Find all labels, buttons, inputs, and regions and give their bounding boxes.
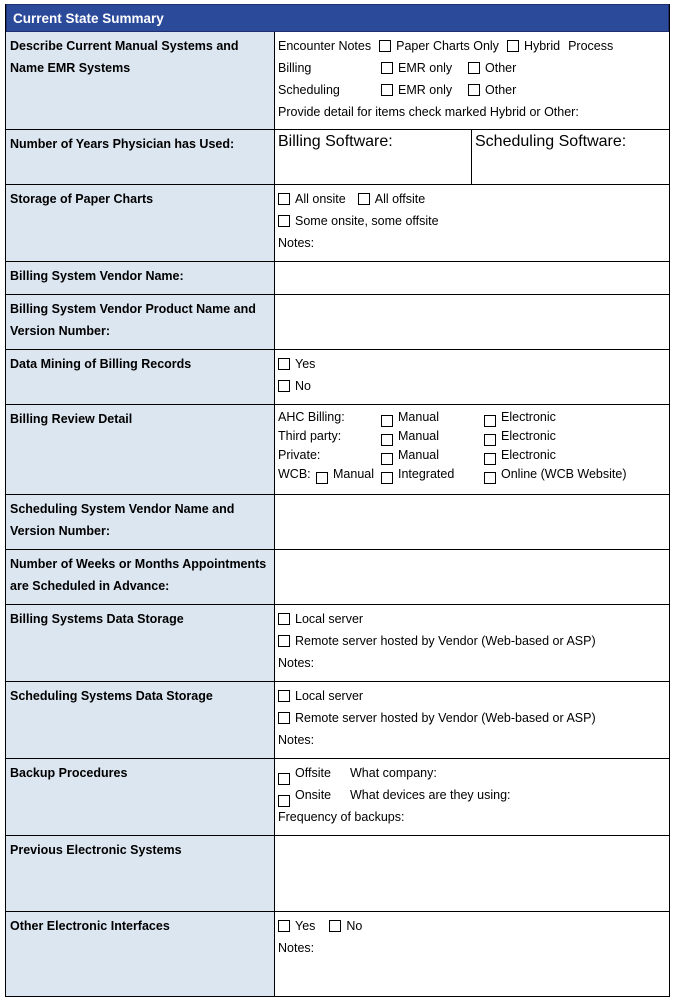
yes-label: Yes: [295, 357, 316, 371]
some-onsite-offsite-checkbox[interactable]: [278, 215, 290, 227]
row-other-interfaces: [6, 912, 669, 997]
row-label: Other Electronic Interfaces: [6, 912, 275, 996]
wcb-integrated-checkbox[interactable]: [381, 472, 393, 484]
row-scheduling-storage: [6, 682, 669, 759]
row-value: [275, 185, 669, 261]
ahc-billing-label: AHC Billing:: [278, 410, 345, 424]
integrated-label: Integrated: [398, 467, 455, 481]
billing-other-checkbox[interactable]: [468, 62, 480, 74]
row-label: Billing Review Detail: [6, 405, 275, 494]
private-electronic-checkbox[interactable]: [484, 453, 496, 465]
billing-software-field[interactable]: [275, 130, 472, 184]
billing-emr-only-label: EMR only: [398, 61, 453, 75]
row-label: Number of Weeks or Months Appointments are Scheduled in Advance:: [6, 550, 275, 604]
row-previous-systems: [6, 836, 669, 912]
billing-emr-only-checkbox[interactable]: [381, 62, 393, 74]
scheduling-label: Scheduling: [278, 83, 340, 97]
scheduling-remote-server-checkbox[interactable]: [278, 712, 290, 724]
what-devices-label: What devices are they using:: [350, 788, 511, 802]
row-systems: [6, 32, 669, 130]
ahc-electronic-checkbox[interactable]: [484, 415, 496, 427]
onsite-label: Onsite: [295, 788, 332, 802]
private-manual-checkbox[interactable]: [381, 453, 393, 465]
no-label: No: [346, 919, 363, 933]
row-value: [275, 759, 669, 835]
remote-server-label: Remote server hosted by Vendor (Web-based or ASP): [295, 634, 596, 648]
row-label: Number of Years Physician has Used:: [6, 130, 275, 184]
billing-vendor-field[interactable]: [275, 262, 669, 294]
ahc-manual-checkbox[interactable]: [381, 415, 393, 427]
row-label: Scheduling System Vendor Name and Version Number:: [6, 495, 275, 549]
scheduling-emr-only-checkbox[interactable]: [381, 84, 393, 96]
scheduling-emr-only-label: EMR only: [398, 83, 453, 97]
row-years: [6, 130, 669, 185]
paper-charts-only-label: Paper Charts Only: [396, 39, 499, 53]
row-value: [275, 605, 669, 681]
manual-label: Manual: [398, 448, 439, 462]
billing-label: Billing: [278, 61, 312, 75]
row-billing-storage: [6, 605, 669, 682]
wcb-online-checkbox[interactable]: [484, 472, 496, 484]
row-billing-review: [6, 405, 669, 495]
paper-charts-only-checkbox[interactable]: [379, 40, 391, 52]
third-party-label: Third party:: [278, 429, 342, 443]
data-mining-yes-checkbox[interactable]: [278, 358, 290, 370]
process-label: Process: [568, 39, 614, 53]
billing-other-label: Other: [485, 61, 517, 75]
scheduling-vendor-field[interactable]: [275, 495, 669, 549]
row-billing-vendor: [6, 262, 669, 295]
onsite-checkbox[interactable]: [278, 795, 290, 807]
scheduling-other-label: Other: [485, 83, 517, 97]
no-label: No: [295, 379, 311, 393]
previous-systems-field[interactable]: [275, 836, 669, 911]
row-label: Backup Procedures: [6, 759, 275, 835]
row-value: [275, 32, 669, 129]
some-onsite-offsite-label: Some onsite, some offsite: [295, 214, 439, 228]
row-label: Billing System Vendor Name:: [6, 262, 275, 294]
private-label: Private:: [278, 448, 321, 462]
billing-local-server-checkbox[interactable]: [278, 613, 290, 625]
weeks-field[interactable]: [275, 550, 669, 604]
offsite-checkbox[interactable]: [278, 773, 290, 785]
current-state-form: [5, 4, 670, 997]
other-interfaces-yes-checkbox[interactable]: [278, 920, 290, 932]
row-label: Billing Systems Data Storage: [6, 605, 275, 681]
row-label: Describe Current Manual Systems and Name EMR Systems: [6, 32, 275, 129]
billing-software-label: Billing Software:: [278, 133, 393, 150]
row-value: [275, 912, 669, 996]
all-onsite-checkbox[interactable]: [278, 193, 290, 205]
all-offsite-label: All offsite: [374, 192, 426, 206]
row-storage-paper: [6, 185, 669, 262]
encounter-notes-label: Encounter Notes: [278, 39, 372, 53]
data-mining-no-checkbox[interactable]: [278, 380, 290, 392]
offsite-label: Offsite: [295, 766, 331, 780]
row-value: [275, 350, 669, 404]
yes-label: Yes: [295, 919, 316, 933]
electronic-label: Electronic: [501, 448, 556, 462]
notes-label: Notes:: [278, 733, 315, 747]
all-onsite-label: All onsite: [295, 192, 346, 206]
manual-label: Manual: [398, 410, 439, 424]
scheduling-software-field[interactable]: [472, 130, 669, 184]
notes-label: Notes:: [278, 656, 315, 670]
all-offsite-checkbox[interactable]: [358, 193, 370, 205]
detail-prompt: Provide detail for items check marked Hybrid or Other:: [278, 105, 579, 119]
row-label: Scheduling Systems Data Storage: [6, 682, 275, 758]
what-company-label: What company:: [350, 766, 437, 780]
wcb-manual-checkbox[interactable]: [316, 472, 328, 484]
row-scheduling-vendor: [6, 495, 669, 550]
scheduling-local-server-checkbox[interactable]: [278, 690, 290, 702]
local-server-label: Local server: [295, 612, 364, 626]
row-value: [275, 682, 669, 758]
row-data-mining: [6, 350, 669, 405]
row-weeks: [6, 550, 669, 605]
row-value: [275, 405, 669, 494]
billing-remote-server-checkbox[interactable]: [278, 635, 290, 647]
local-server-label: Local server: [295, 689, 364, 703]
electronic-label: Electronic: [501, 429, 556, 443]
third-party-manual-checkbox[interactable]: [381, 434, 393, 446]
row-billing-product: [6, 295, 669, 350]
third-party-electronic-checkbox[interactable]: [484, 434, 496, 446]
scheduling-other-checkbox[interactable]: [468, 84, 480, 96]
wcb-label: WCB:: [278, 467, 311, 481]
frequency-label: Frequency of backups:: [278, 810, 405, 824]
row-label: Data Mining of Billing Records: [6, 350, 275, 404]
form-title: Current State Summary: [6, 4, 669, 32]
hybrid-checkbox[interactable]: [507, 40, 519, 52]
remote-server-label: Remote server hosted by Vendor (Web-based or ASP): [295, 711, 596, 725]
online-label: Online (WCB Website): [501, 467, 627, 481]
row-label: Storage of Paper Charts: [6, 185, 275, 261]
notes-label: Notes:: [278, 941, 315, 955]
scheduling-software-label: Scheduling Software:: [475, 133, 627, 150]
manual-label: Manual: [333, 467, 374, 481]
notes-label: Notes:: [278, 236, 315, 250]
row-backup: [6, 759, 669, 836]
hybrid-label: Hybrid: [523, 39, 561, 53]
electronic-label: Electronic: [501, 410, 556, 424]
billing-product-field[interactable]: [275, 295, 669, 349]
other-interfaces-no-checkbox[interactable]: [329, 920, 341, 932]
row-label: Billing System Vendor Product Name and Version Number:: [6, 295, 275, 349]
manual-label: Manual: [398, 429, 439, 443]
row-label: Previous Electronic Systems: [6, 836, 275, 911]
